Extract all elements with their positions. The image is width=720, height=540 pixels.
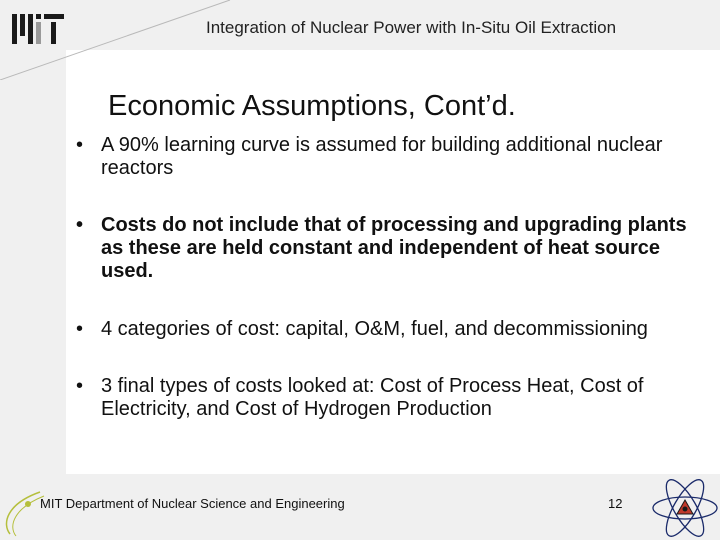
presentation-title: Integration of Nuclear Power with In-Situ Oil Extraction <box>206 18 617 37</box>
page-number: 12 <box>608 496 623 511</box>
slide-title: Economic Assumptions, Cont’d. <box>108 90 516 122</box>
footer-department: MIT Department of Nuclear Science and Engineering <box>40 496 345 511</box>
left-margin-strip <box>0 0 66 540</box>
slide-header <box>0 0 720 80</box>
atom-logo-icon <box>650 470 720 540</box>
header-band <box>0 0 720 80</box>
bullet-item: • Costs do not include that of processing and upgrading plants as these are held constant and independent of heat source used. <box>76 214 706 283</box>
mit-logo-icon <box>8 8 84 48</box>
bullet-item: • 4 categories of cost: capital, O&M, fuel, and decommissioning <box>76 318 706 341</box>
header-background <box>0 0 720 80</box>
bullet-list <box>76 134 706 421</box>
bullet-item: • A 90% learning curve is assumed for building additional nuclear reactors <box>76 134 706 180</box>
bullet-item: • 3 final types of costs looked at: Cost of Process Heat, Cost of Electricity, and Cost of Hydrogen Production <box>76 375 706 421</box>
